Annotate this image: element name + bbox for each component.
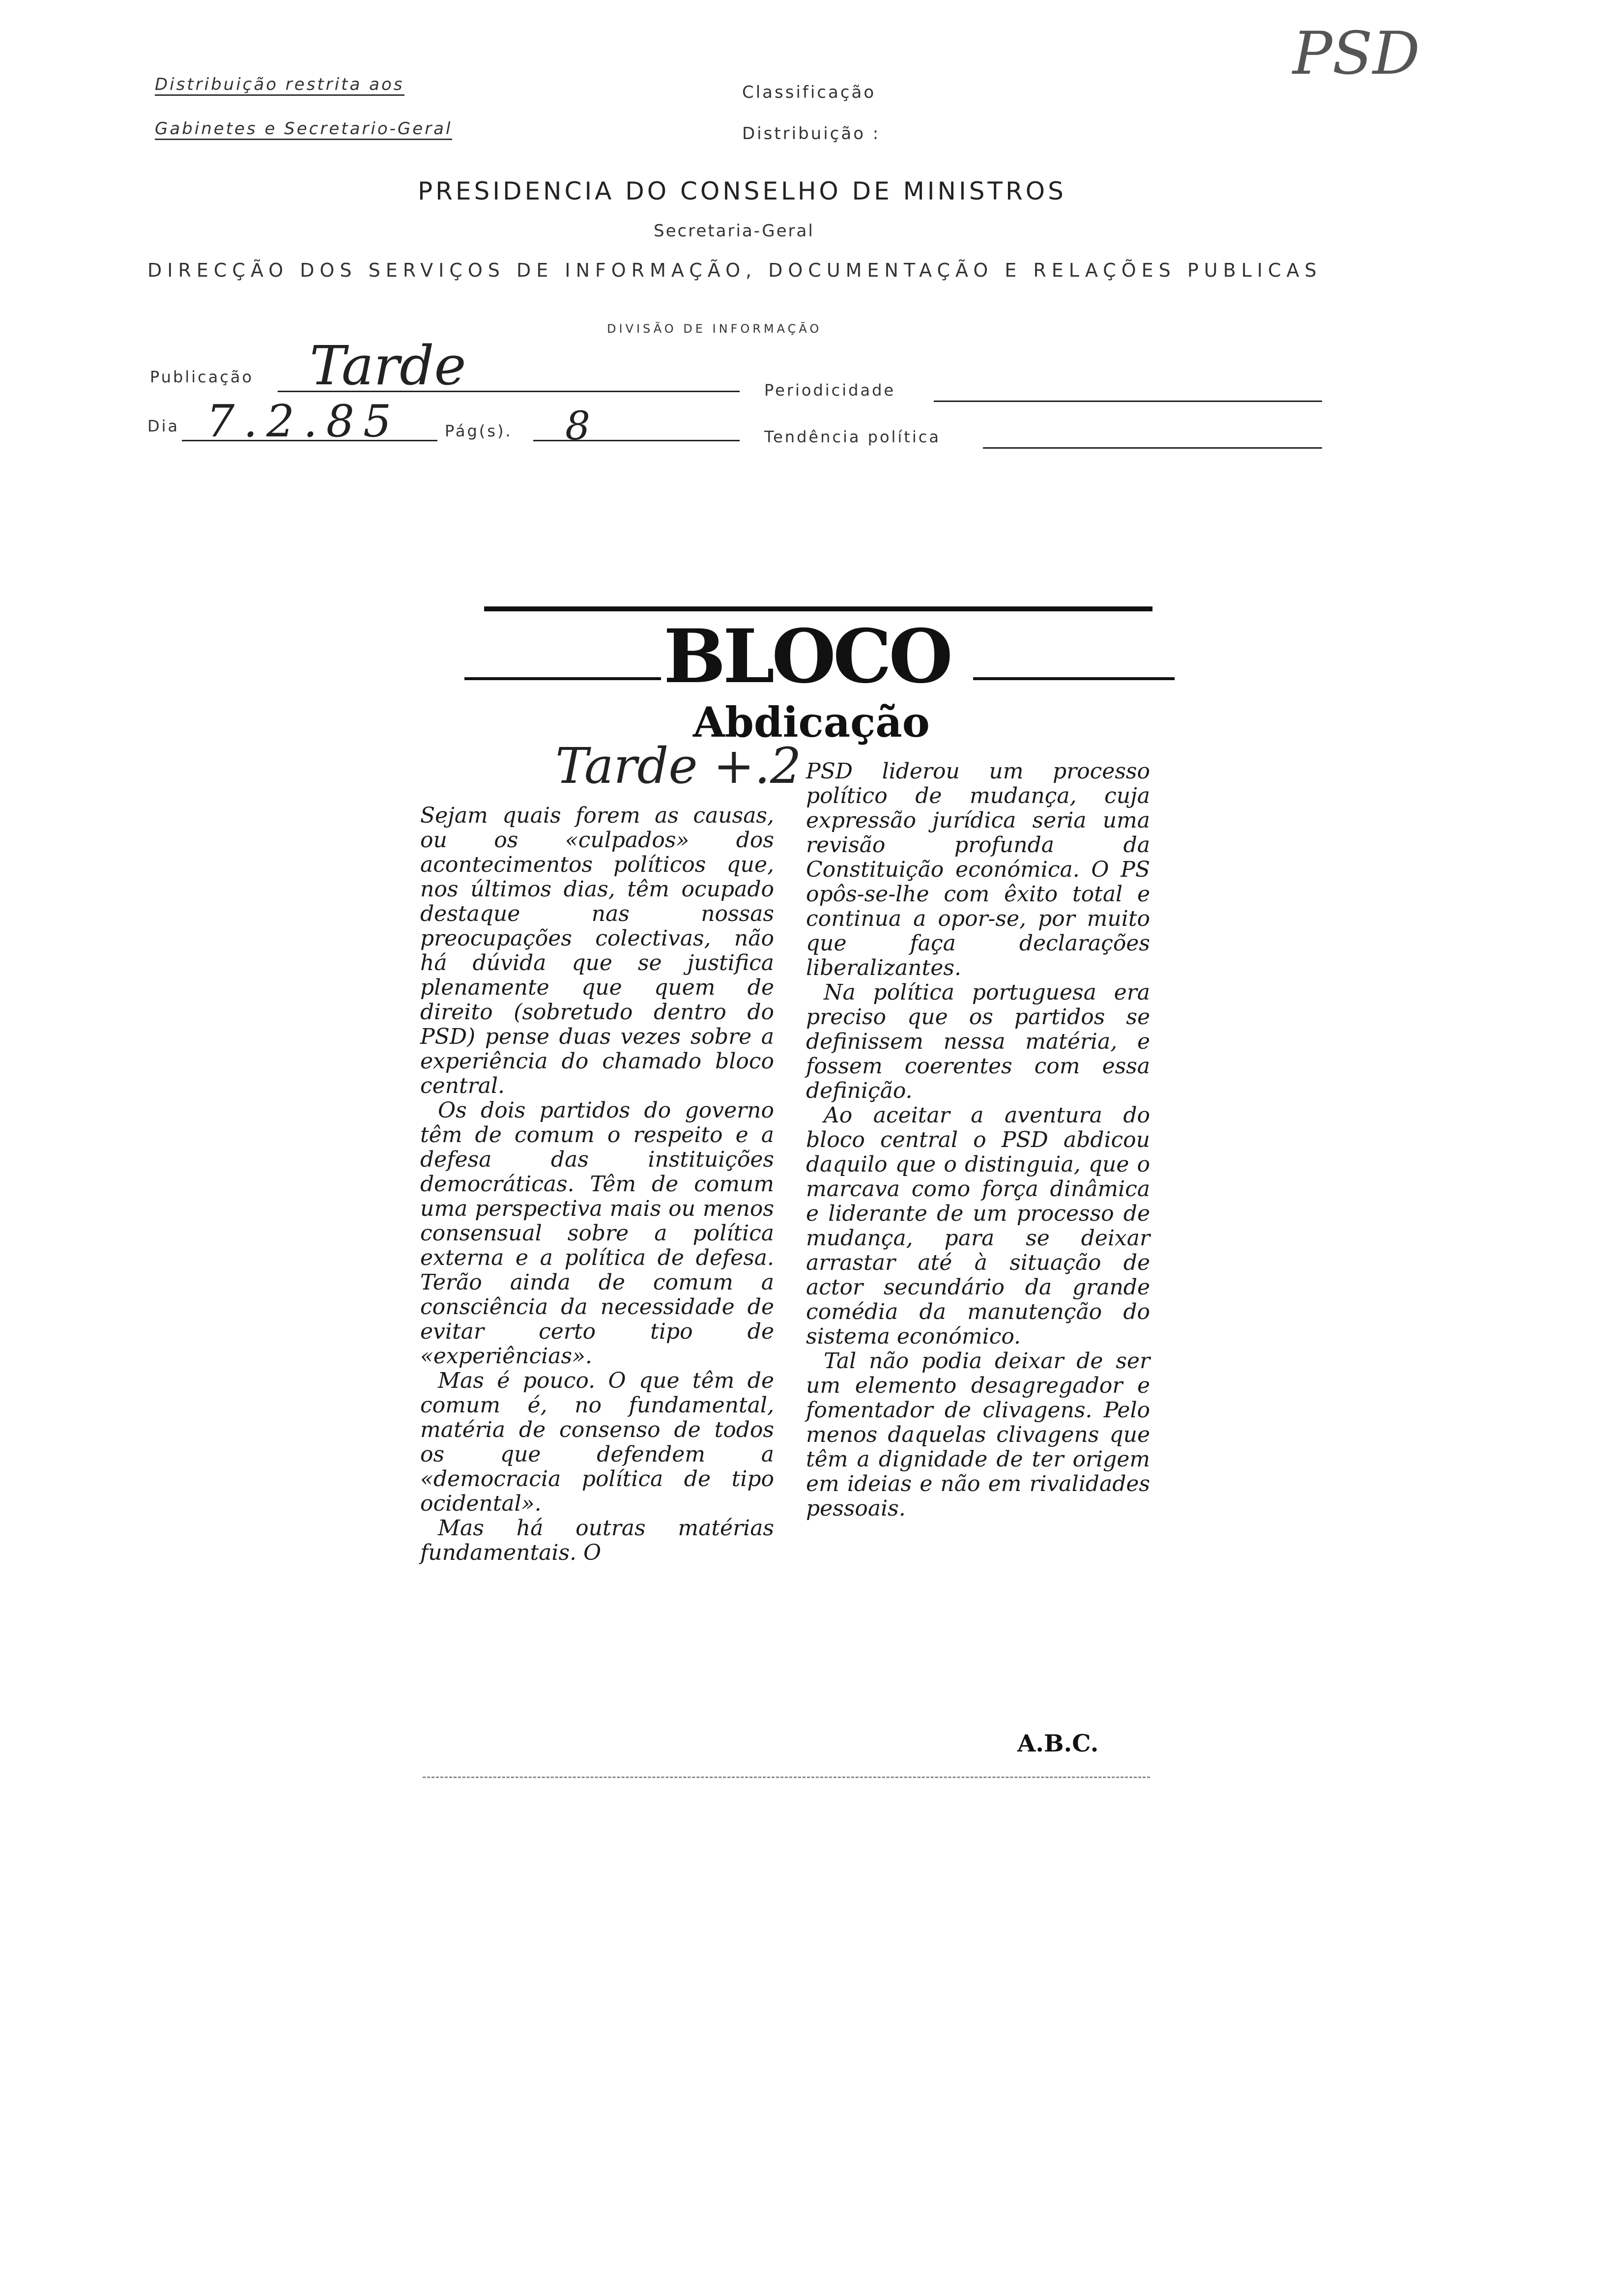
col1-paragraph-3: Mas é pouco. O que têm de comum é, no fundamental, matéria de consenso de todos os que defendem a «democracia política de tipo ocidental». [420, 1368, 774, 1516]
publication-label: Publicação [150, 368, 254, 386]
col2-paragraph-3: Ao aceitar a aventura do bloco central o PSD abdicou daquilo que o distinguia, que o marcava como força dinâmica e liderante de um processo de mudança, para se deixar arrastar até à situação de actor secundário da grande comédia da manutenção do sistema económico. [806, 1103, 1150, 1349]
signature: A.B.C. [1017, 1730, 1099, 1757]
day-label: Dia [147, 417, 180, 435]
division: DIVISÃO DE INFORMAÇÃO [607, 322, 822, 336]
pages-value: 8 [565, 403, 590, 449]
publication-value: Tarde [310, 334, 466, 397]
periodicity-label: Periodicidade [764, 381, 896, 400]
page-title: PRESIDENCIA DO CONSELHO DE MINISTROS [418, 177, 1066, 205]
article-column-2 [806, 759, 1150, 1521]
directorate: DIRECÇÃO DOS SERVIÇOS DE INFORMAÇÃO, DOCUMENTAÇÃO E RELAÇÕES PUBLICAS [147, 259, 1322, 281]
handwritten-annotation: Tarde +.2 [555, 737, 802, 795]
tendency-label: Tendência política [764, 428, 941, 446]
bottom-cut-edge [423, 1777, 1150, 1778]
day-value: 7.2.85 [206, 396, 401, 447]
distribution-label: Distribuição : [742, 124, 881, 144]
col1-paragraph-2: Os dois partidos do governo têm de comum o respeito e a defesa das instituições democráticas. Têm de comum uma perspectiva mais ou menos consensual sobre a política externa e a política de defesa. Terão ainda de comum a consciência da necessidade de evitar certo tipo de «experiências». [420, 1098, 774, 1369]
article-title: Abdicação [693, 698, 930, 746]
distribution-line-2: Gabinetes e Secretario-Geral [155, 119, 452, 140]
article-column-1 [420, 804, 774, 1565]
col2-paragraph-4: Tal não podia deixar de ser um elemento desagregador e fomentador de clivagens. Pelo menos daquelas clivagens que têm a dignidade de ter origem em ideias e não em rivalidades pessoais. [806, 1349, 1150, 1521]
col2-paragraph-1: PSD liderou um processo político de mudança, cuja expressão jurídica seria uma revisão profunda da Constituição económica. O PS opôs-se-lhe com êxito total e continua a opor-se, por muito que faça declarações liberalizantes. [806, 759, 1150, 980]
section-rule-right [973, 677, 1175, 680]
secretariat: Secretaria-Geral [654, 221, 814, 241]
top-rule [484, 606, 1152, 611]
corner-handwritten-note: PSD [1293, 20, 1420, 88]
pages-label: Pág(s). [445, 422, 513, 440]
distribution-line-1: Distribuição restrita aos [155, 75, 404, 96]
section-rule-left [464, 677, 661, 680]
col1-paragraph-1: Sejam quais forem as causas, ou os «culpados» dos acontecimentos políticos que, nos últimos dias, têm ocupado destaque nas nossas preocupações colectivas, não há dúvida que se justifica plenamente que quem de direito (sobretudo dentro do PSD) pense duas vezes sobre a experiência do chamado bloco central. [420, 803, 774, 1098]
col1-paragraph-4: Mas há outras matérias fundamentais. O [420, 1516, 774, 1565]
col2-paragraph-2: Na política portuguesa era preciso que os partidos se definissem nessa matéria, e fossem coerentes com essa definição. [806, 980, 1150, 1103]
section-heading: BLOCO [663, 613, 950, 700]
classification-label: Classificação [742, 83, 876, 102]
